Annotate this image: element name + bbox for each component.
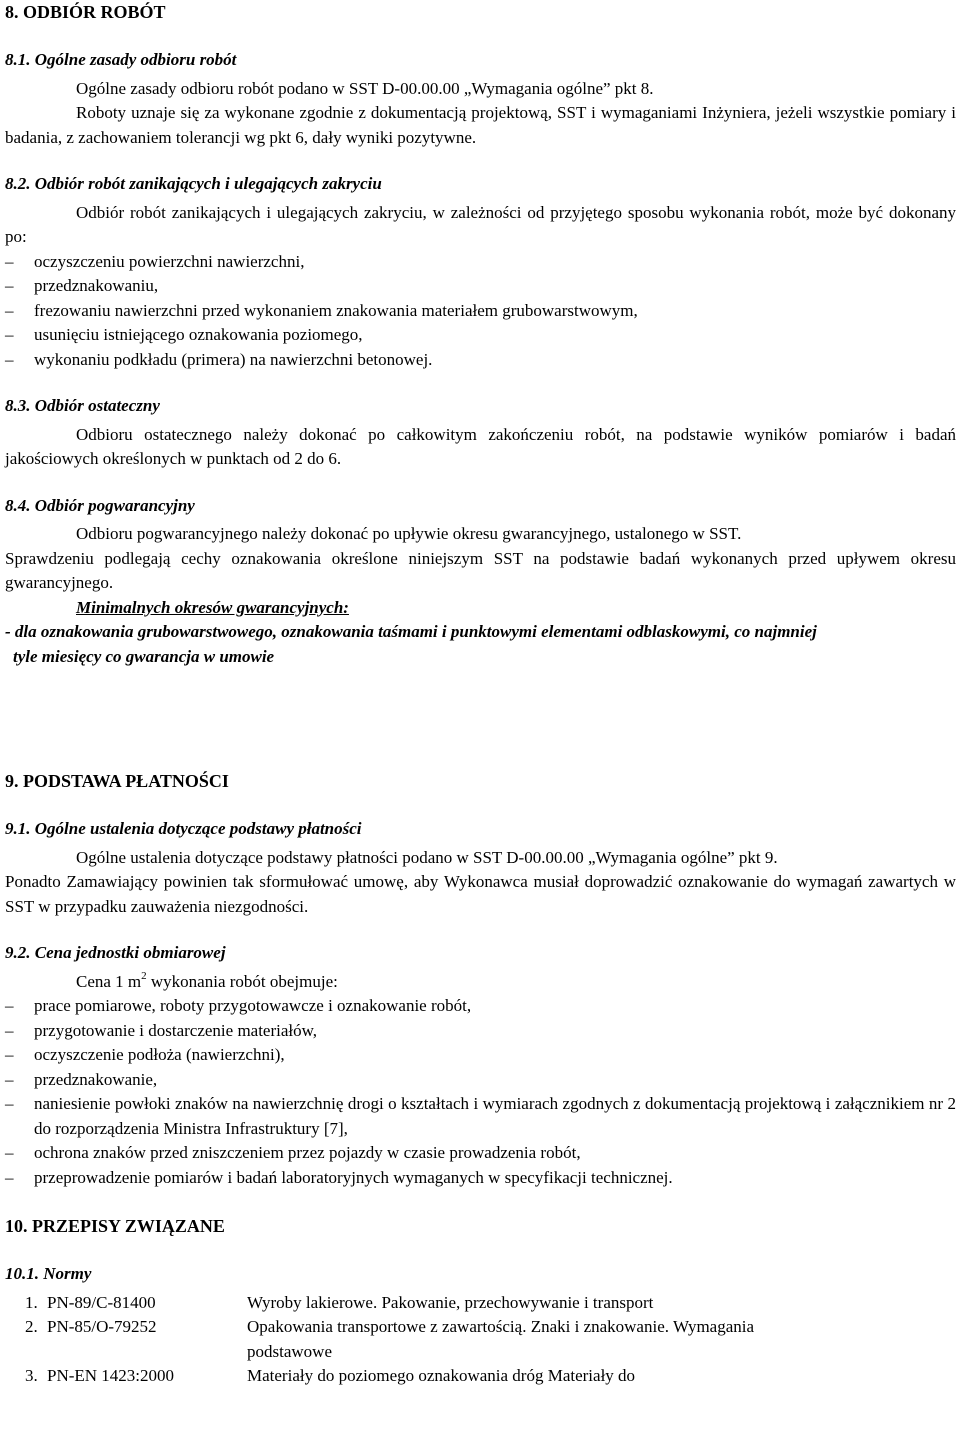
norm-code: PN-EN 1423:2000 [47,1366,175,1385]
section-8-4-paragraph-2: Sprawdzeniu podlegają cechy oznakowania określone niniejszym SST na podstawie badań wykonanych przed upływem okresu gwarancyjnego. [5,548,956,592]
list-item: – przygotowanie i dostarczenie materiałów, [5,1019,956,1044]
section-10-title: 10. PRZEPISY ZWIĄZANE [5,1216,225,1236]
section-8-4-paragraph-1: Odbioru pogwarancyjnego należy dokonać po upływie okresu gwarancyjnego, ustalonego w SST. [76,524,742,543]
list-item: – ochrona znaków przed zniszczeniem przez pojazdy w czasie prowadzenia robót, [5,1141,956,1166]
norm-description: Opakowania transportowe z zawartością. Znaki i znakowanie. Wymagania podstawowe [247,1317,755,1361]
list-item: – naniesienie powłoki znaków na nawierzchnię drogi o kształtach i wymiarach zgodnych z dokumentacją projektową i załącznikiem nr 2 do rozporządzenia Ministra Infrastruktury [7], [5,1092,956,1141]
section-10-1-title: 10.1. Normy [5,1264,92,1283]
warranty-heading-line [5,596,956,621]
norms-table [25,1291,925,1389]
section-8-2-intro: Odbiór robót zanikających i ulegających zakryciu, w zależności od przyjętego sposobu wykonania robót, może być dokonany po: [5,202,956,246]
section-9-2-intro [5,970,956,995]
price-intro-text-2: wykonania robót obejmuje: [146,971,338,991]
warranty-line: - dla oznakowania grubowarstwowego, oznakowania taśmami i punktowymi elementami odblaskowymi, co najmniej [5,622,817,641]
section-9-1-paragraph-1: Ogólne ustalenia dotyczące podstawy płatności podano w SST D-00.00.00 „Wymagania ogólne” pkt 9. [76,847,778,867]
section-8-2-title: 8.2. Odbiór robót zanikających i ulegających zakryciu [5,174,382,193]
list-item: – przedznakowaniu, [5,274,956,299]
table-row [25,1291,925,1316]
norm-description: Wyroby lakierowe. Pakowanie, przechowywanie i transport [247,1292,654,1312]
list-item: – usunięciu istniejącego oznakowania poziomego, [5,323,956,348]
norm-number: 3. [25,1366,38,1385]
list-item: – oczyszczenie podłoża (nawierzchni), [5,1043,956,1068]
table-row [25,1315,925,1364]
list-item: – przeprowadzenie pomiarów i badań laboratoryjnych wymaganych w specyfikacji technicznej. [5,1166,956,1191]
list-item: – przedznakowanie, [5,1068,956,1093]
section-8-1-paragraph-1: Ogólne zasady odbioru robót podano w SST D-00.00.00 „Wymagania ogólne” pkt 8. [76,78,654,98]
section-9-title: 9. PODSTAWA PŁATNOŚCI [5,771,229,791]
price-intro-text: Cena 1 m [76,971,142,991]
norm-code: PN-85/O-79252 [47,1317,157,1336]
list-item: – wykonaniu podkładu (primera) na nawierzchni betonowej. [5,348,956,373]
list-item: – frezowaniu nawierzchni przed wykonaniem znakowania materiałem grubowarstwowym, [5,299,956,324]
section-9-1-title: 9.1. Ogólne ustalenia dotyczące podstawy płatności [5,819,362,838]
section-8-3-title: 8.3. Odbiór ostateczny [5,396,160,415]
section-9-2-title: 9.2. Cena jednostki obmiarowej [5,943,226,962]
list-item: – oczyszczeniu powierzchni nawierzchni, [5,250,956,275]
table-row [25,1364,925,1389]
superscript: 2 [141,969,147,982]
norm-number: 2. [25,1317,38,1336]
list-item: – prace pomiarowe, roboty przygotowawcze i oznakowanie robót, [5,994,956,1019]
section-8-4-title: 8.4. Odbiór pogwarancyjny [5,495,195,515]
norm-number: 1. [25,1292,38,1312]
norm-description: Materiały do poziomego oznakowania dróg Materiały do [247,1366,636,1385]
section-8-title: 8. ODBIÓR ROBÓT [5,2,166,22]
norm-code: PN-89/C-81400 [47,1292,156,1312]
section-8-1-paragraph-2: Roboty uznaje się za wykonane zgodnie z dokumentacją projektową, SST i wymaganiami Inżyniera, jeżeli wszystkie pomiary i badania, z zachowaniem tolerancji wg pkt 6, dały wyniki pozytywne. [5,103,956,147]
section-9-1-paragraph-2: Ponadto Zamawiający powinien tak sformułować umowę, aby Wykonawca musiał doprowadzić oznakowanie do wymagań zawartych w SST w przypadku zauważenia niezgodności. [5,872,956,916]
warranty-heading: Minimalnych okresów gwarancyjnych: [76,597,349,617]
section-8-1-title: 8.1. Ogólne zasady odbioru robót [5,50,237,69]
section-8-3-paragraph: Odbioru ostatecznego należy dokonać po całkowitym zakończeniu robót, na podstawie wyników pomiarów i badań jakościowych określonych w punktach od 2 do 6. [5,424,956,468]
warranty-line-2: tyle miesięcy co gwarancja w umowie [13,646,275,666]
document-page [5,0,956,1389]
